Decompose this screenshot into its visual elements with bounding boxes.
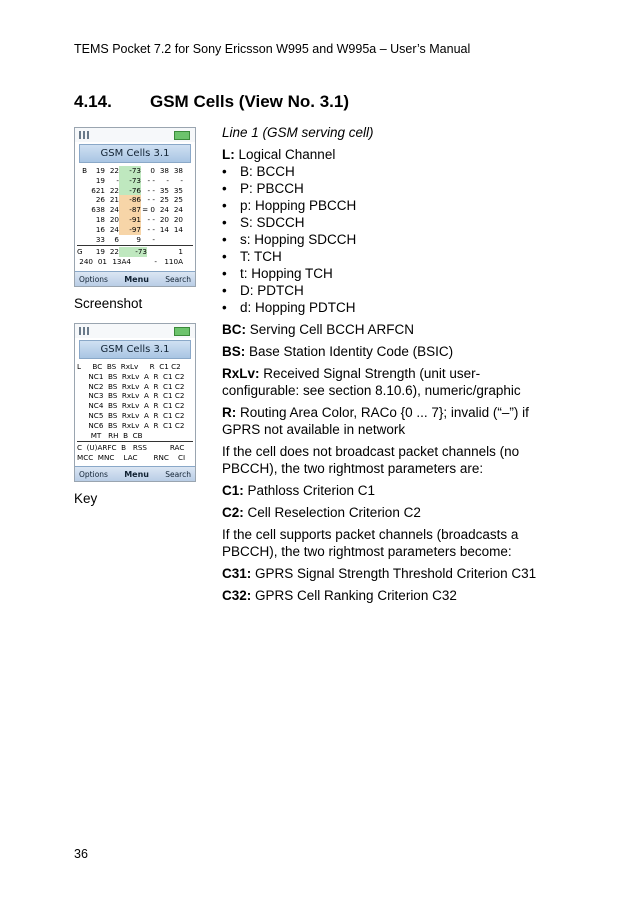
signal-icon: [79, 327, 89, 335]
channel-list-item: [222, 214, 542, 231]
cell-value: 6: [114, 234, 119, 244]
bc-term: BC: Serving Cell BCCH ARFCN: [222, 322, 415, 337]
cell-value: [77, 235, 87, 245]
cell-value: 24: [173, 205, 183, 215]
cell-value: - -: [147, 185, 155, 195]
cell-value: [155, 235, 169, 245]
cell-row: [77, 186, 193, 196]
battery-icon: [174, 327, 190, 336]
cell-value: -: [180, 175, 183, 185]
channel-list-text: T: TCH: [240, 249, 282, 264]
cell-value: -76: [119, 186, 141, 196]
page-number: 36: [74, 847, 88, 861]
cell-value: - -: [147, 214, 155, 224]
cell-value: 16: [95, 224, 105, 234]
logical-channel-term: L: Logical Channel: [222, 147, 336, 162]
cell-row: [77, 235, 193, 245]
rxlv-term: RxLv: Received Signal Strength (unit user-configurable: see section 8.10.6), numeric/graphic: [222, 366, 521, 398]
cell-value: 35: [159, 185, 169, 195]
cell-value: [77, 186, 87, 196]
view-title: GSM Cells 3.1: [79, 144, 191, 163]
cell-value: 21: [109, 195, 119, 205]
channel-list-text: S: SDCCH: [240, 215, 305, 230]
cell-value: 19: [95, 166, 105, 175]
cell-value: 20: [173, 214, 183, 224]
section-title: GSM Cells (View No. 3.1): [150, 92, 350, 111]
cell-value: 35: [173, 185, 183, 195]
bullet-marker: •: [222, 215, 227, 230]
key-row: MT RH B CB: [77, 430, 143, 440]
cell-value: [77, 225, 87, 235]
channel-list-item: [222, 248, 542, 265]
cell-value: 19: [95, 247, 105, 257]
bullet-marker: •: [222, 249, 227, 264]
softkey-bar: [75, 271, 195, 286]
key-row: NC4 BS RxLv A R C1 C2: [77, 401, 185, 411]
key-row: NC6 BS RxLv A R C1 C2: [77, 420, 185, 430]
cell-value: -86: [119, 195, 141, 205]
channel-list-text: d: Hopping PDTCH: [240, 300, 356, 315]
cell-value: [169, 235, 183, 245]
cell-row: [77, 176, 193, 186]
channel-list-item: [222, 180, 542, 197]
channel-list: [222, 163, 542, 316]
search-softkey: Search: [165, 469, 191, 479]
options-softkey: Options: [79, 469, 108, 479]
channel-list-text: t: Hopping TCH: [240, 266, 333, 281]
c2-term: C2: Cell Reselection Criterion C2: [222, 505, 421, 520]
cell-row: [77, 225, 193, 235]
bullet-marker: •: [222, 283, 227, 298]
cell-value: G: [77, 247, 83, 257]
cell-rows: [75, 165, 195, 268]
bullet-marker: •: [222, 164, 227, 179]
c32-term: C32: GPRS Cell Ranking Criterion C32: [222, 588, 457, 603]
cell-value: 22: [109, 185, 119, 195]
channel-list-item: [222, 231, 542, 248]
cell-value: -: [154, 257, 157, 267]
bullet-marker: •: [222, 266, 227, 281]
menu-softkey: Menu: [124, 469, 149, 479]
id-row: [77, 257, 193, 267]
cell-value: [77, 176, 87, 186]
bullet-marker: •: [222, 300, 227, 315]
channel-list-text: D: PDTCH: [240, 283, 304, 298]
menu-softkey: Menu: [124, 274, 149, 284]
key-row: L BC BS RxLv R C1 C2: [77, 362, 181, 371]
parameter-description: [222, 124, 542, 609]
cell-value: -: [152, 234, 155, 244]
cell-value: -: [166, 175, 169, 185]
cell-value: = 0: [142, 205, 155, 215]
key-rows: [75, 361, 195, 464]
cell-value: 621: [91, 185, 105, 195]
cell-value: 38: [159, 166, 169, 175]
cell-value: - -: [147, 175, 155, 185]
r-term: R: Routing Area Color, RACo {0 ... 7}; invalid (“–”) if GPRS not available in network: [222, 405, 529, 437]
gsm-cells-key-screenshot: [74, 323, 196, 482]
cell-value: 24: [109, 224, 119, 234]
cell-value: -73: [119, 176, 141, 186]
cell-value: 24: [159, 205, 169, 215]
cell-value: 38: [173, 166, 183, 175]
c31-term: C31: GPRS Signal Strength Threshold Criterion C31: [222, 566, 537, 581]
line1-caption: Line 1 (GSM serving cell): [222, 125, 374, 140]
cell-row: [77, 195, 193, 205]
cell-value: 19: [95, 175, 105, 185]
cell-value: 26: [95, 195, 105, 205]
cell-value: 25: [159, 195, 169, 205]
cell-row: [77, 205, 193, 215]
cell-value: -73: [119, 166, 141, 176]
cell-value: -: [116, 175, 119, 185]
status-bar: [75, 128, 195, 142]
cell-value: 0: [150, 166, 155, 175]
cell-value: 25: [173, 195, 183, 205]
cell-value: 20: [109, 214, 119, 224]
channel-list-item: [222, 299, 542, 316]
cell-row: [77, 215, 193, 225]
search-softkey: Search: [165, 274, 191, 284]
options-softkey: Options: [79, 274, 108, 284]
bullet-marker: •: [222, 232, 227, 247]
key-row: NC1 BS RxLv A R C1 C2: [77, 371, 185, 381]
softkey-bar: [75, 466, 195, 481]
battery-icon: [174, 131, 190, 140]
cell-value: 22: [109, 247, 119, 257]
cell-value: - -: [147, 224, 155, 234]
cell-value: -87: [119, 205, 141, 215]
key-row: NC5 BS RxLv A R C1 C2: [77, 410, 185, 420]
channel-list-item: [222, 282, 542, 299]
channel-list-item: [222, 197, 542, 214]
key-row: C (U)ARFC B RSS RAC: [77, 443, 185, 453]
channel-list-text: B: BCCH: [240, 164, 295, 179]
cell-value: B: [82, 166, 87, 175]
supports-note: If the cell supports packet channels (broadcasts a PBCCH), the two rightmost parameters become:: [222, 527, 519, 559]
cell-value: 1: [178, 247, 183, 257]
channel-list-text: p: Hopping PBCCH: [240, 198, 357, 213]
cell-value: 9: [136, 234, 141, 244]
cell-row: [77, 166, 193, 176]
cell-value: 22: [109, 166, 119, 175]
cell-value: 20: [159, 214, 169, 224]
cell-value: 18: [95, 214, 105, 224]
running-header: TEMS Pocket 7.2 for Sony Ericsson W995 and W995a – User’s Manual: [74, 42, 471, 56]
cell-value: 14: [173, 224, 183, 234]
view-title: GSM Cells 3.1: [79, 340, 191, 359]
cell-value: 240: [79, 257, 93, 267]
cell-value: -73: [119, 247, 147, 257]
key-row: MCC MNC LAC RNC CI: [77, 453, 186, 463]
cell-value: [77, 205, 87, 215]
cell-value: 33: [95, 234, 105, 244]
cell-value: 13A4: [112, 257, 131, 267]
gprs-row: [77, 247, 193, 257]
screenshot-label: Screenshot: [74, 296, 143, 311]
gsm-cells-screenshot: [74, 127, 196, 287]
key-label: Key: [74, 491, 98, 506]
channel-list-item: [222, 265, 542, 282]
bs-term: BS: Base Station Identity Code (BSIC): [222, 344, 454, 359]
cell-value: 110A: [164, 257, 183, 267]
cell-value: 14: [159, 224, 169, 234]
c1-term: C1: Pathloss Criterion C1: [222, 483, 376, 498]
cell-value: [77, 215, 87, 225]
signal-icon: [79, 131, 89, 139]
key-row: NC2 BS RxLv A R C1 C2: [77, 381, 185, 391]
cell-value: -91: [119, 215, 141, 225]
cell-value: 24: [109, 205, 119, 215]
divider: [77, 441, 193, 442]
section-number: 4.14.: [74, 92, 112, 111]
status-bar: [75, 324, 195, 338]
key-row: NC3 BS RxLv A R C1 C2: [77, 391, 185, 401]
channel-list-item: [222, 163, 542, 180]
channel-list-text: P: PBCCH: [240, 181, 304, 196]
cell-value: 638: [91, 205, 105, 215]
channel-list-text: s: Hopping SDCCH: [240, 232, 357, 247]
cell-value: 01: [97, 257, 107, 267]
bullet-marker: •: [222, 198, 227, 213]
bullet-marker: •: [222, 181, 227, 196]
cell-value: [77, 195, 87, 205]
cell-value: -97: [119, 225, 141, 235]
cell-value: - -: [147, 195, 155, 205]
divider: [77, 245, 193, 246]
no-broadcast-note: If the cell does not broadcast packet channels (no PBCCH), the two rightmost parameters are:: [222, 444, 520, 476]
